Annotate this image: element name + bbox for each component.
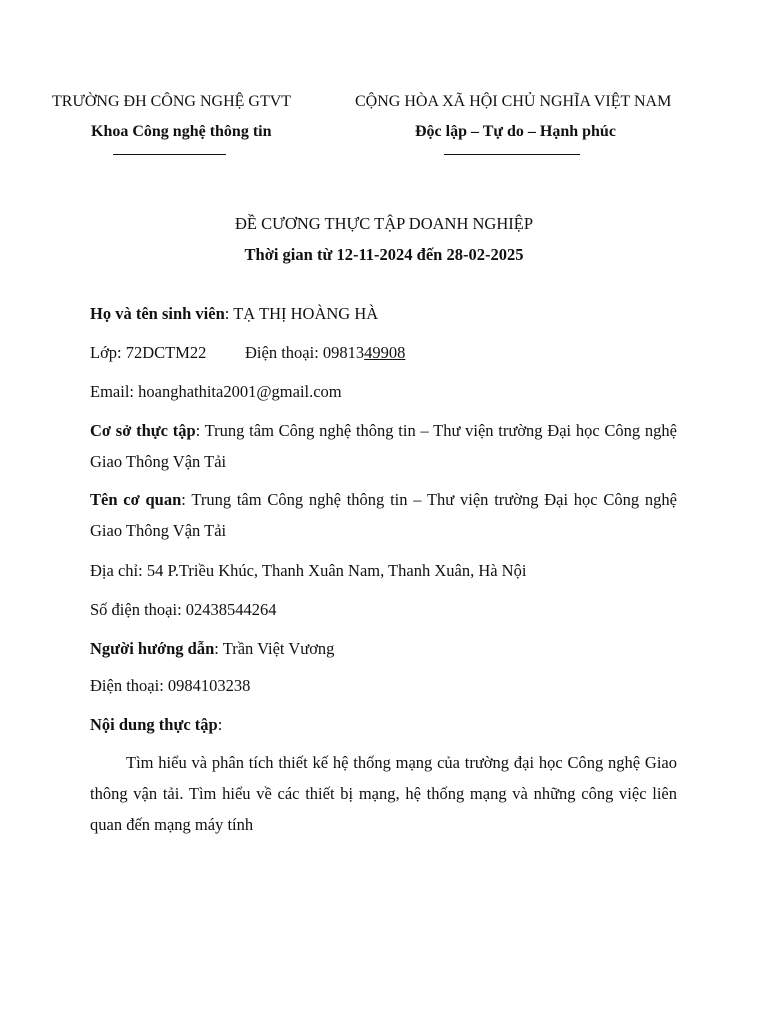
faculty-name: Khoa Công nghệ thông tin (91, 123, 272, 140)
content-label: Nội dung thực tập (90, 715, 218, 734)
agency-address: Địa chỉ: 54 P.Triều Khúc, Thanh Xuân Nam, Thanh Xuân, Hà Nội (90, 561, 527, 580)
document-title: ĐỀ CƯƠNG THỰC TẬP DOANH NGHIỆP (234, 214, 533, 233)
internship-period: Thời gian từ 12-11-2024 đến 28-02-2025 (244, 245, 524, 264)
content-colon: : (217, 715, 223, 734)
facility-paragraph (90, 415, 677, 477)
agency-phone: Số điện thoại: 02438544264 (90, 600, 277, 619)
student-phone-label: Điện thoại: 09813 (245, 343, 365, 362)
facility-value: : Trung tâm Công nghệ thông tin – Thư viện trường Đại học Công nghệ Giao Thông Vận Tải (90, 421, 677, 471)
student-name-value: : TẠ THỊ HOÀNG HÀ (224, 304, 379, 323)
right-underline-rule (444, 154, 580, 155)
supervisor-line (90, 639, 334, 659)
student-name-line (90, 304, 378, 324)
school-name: TRƯỜNG ĐH CÔNG NGHỆ GTVT (52, 93, 292, 110)
supervisor-value: : Trần Việt Vương (214, 639, 335, 658)
republic-title: CỘNG HÒA XÃ HỘI CHỦ NGHĨA VIỆT NAM (355, 93, 672, 110)
supervisor-phone: Điện thoại: 0984103238 (90, 676, 251, 695)
national-motto: Độc lập – Tự do – Hạnh phúc (415, 123, 616, 140)
agency-paragraph (90, 484, 677, 546)
left-underline-rule (113, 154, 226, 155)
supervisor-label: Người hướng dẫn (90, 639, 215, 658)
content-heading (90, 715, 222, 735)
class-text: Lớp: 72DCTM22 (90, 343, 207, 362)
student-email: Email: hoanghathita2001@gmail.com (90, 382, 342, 401)
student-name-label: Họ và tên sinh viên (90, 304, 225, 323)
student-phone-line (245, 343, 405, 363)
agency-label: Tên cơ quan (90, 490, 182, 509)
student-phone-underlined: 49908 (364, 343, 406, 362)
agency-value: : Trung tâm Công nghệ thông tin – Thư viện trường Đại học Công nghệ Giao Thông Vận Tải (90, 490, 677, 540)
content-paragraph: Tìm hiểu và phân tích thiết kế hệ thống mạng của trường đại học Công nghệ Giao thông vận tải. Tìm hiểu về các thiết bị mạng, hệ thống mạng và những công việc liên quan đến mạng máy tính (90, 753, 677, 834)
facility-label: Cơ sở thực tập (90, 421, 196, 440)
